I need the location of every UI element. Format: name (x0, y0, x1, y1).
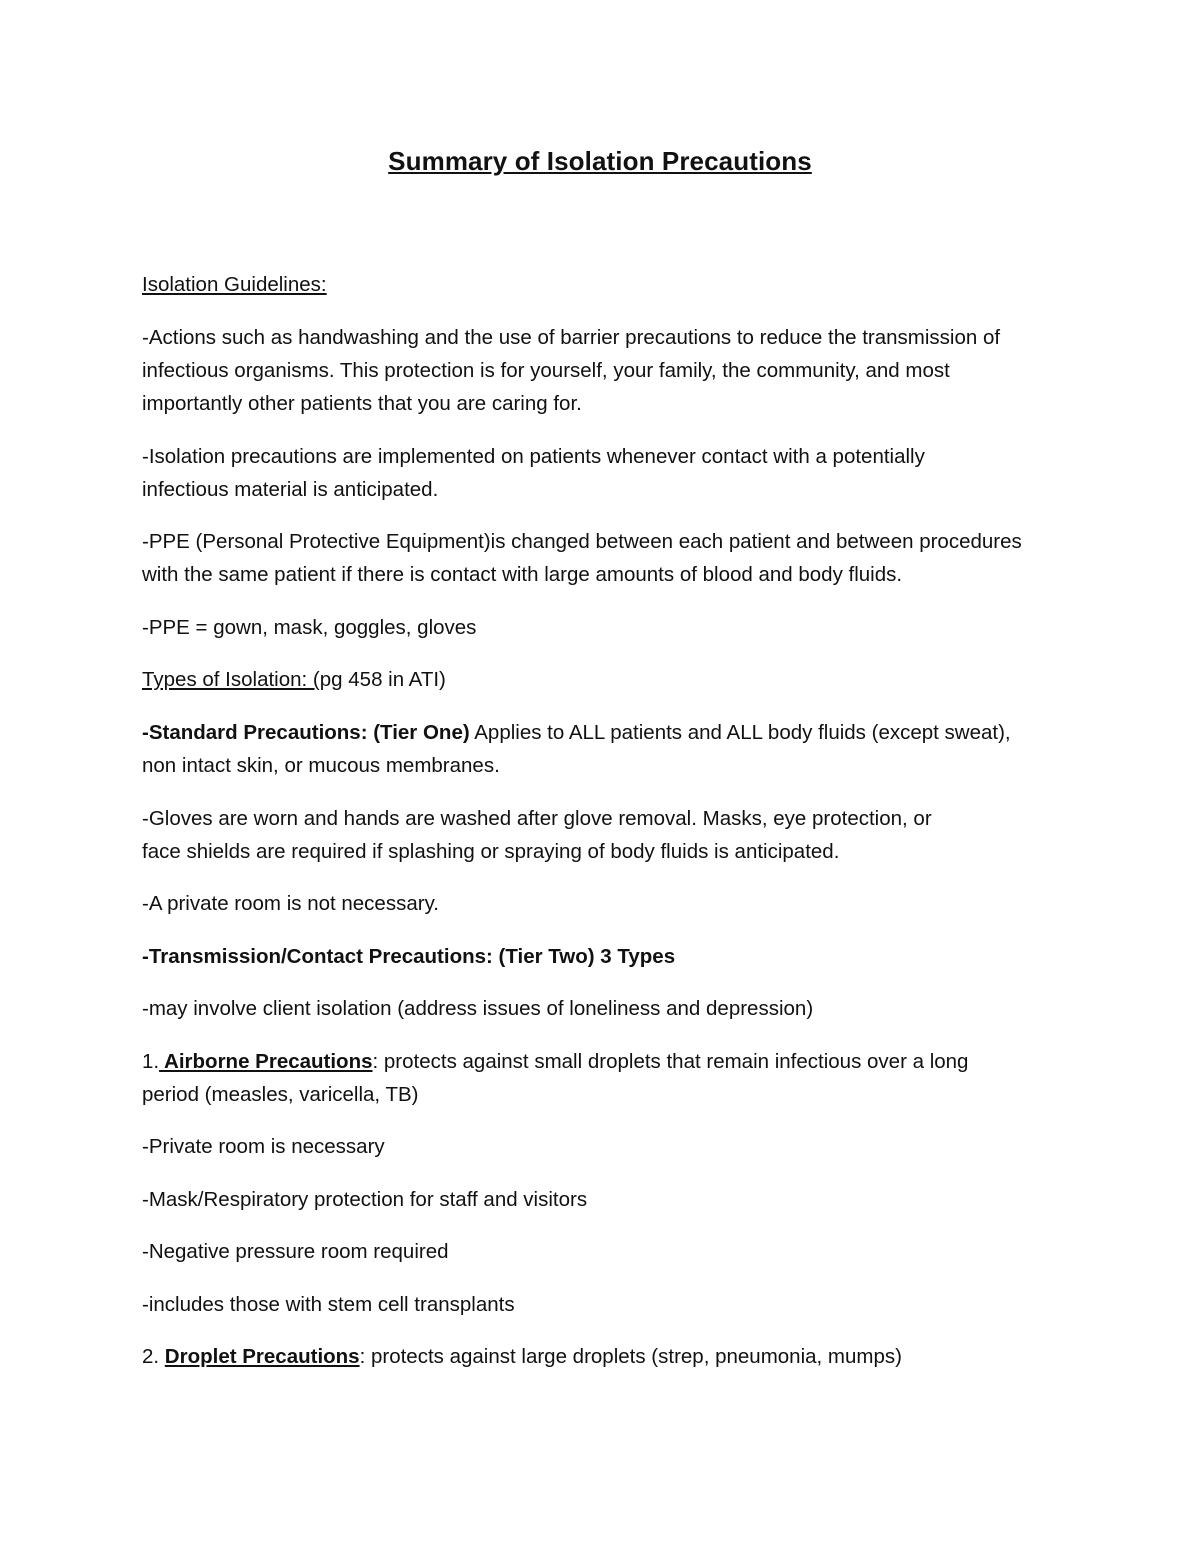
para3-line1: -PPE (Personal Protective Equipment)is changed between each patient and between procedures (142, 530, 1022, 553)
airborne-precautions-line1 (142, 1045, 1072, 1078)
para2-line1: -Isolation precautions are implemented on patients whenever contact with a potentially (142, 445, 925, 468)
types-heading-underlined: Types of Isolation: ( (142, 668, 320, 691)
para1-line2: infectious organisms. This protection is for yourself, your family, the community, and most (142, 359, 950, 382)
gloves-line2: face shields are required if splashing or spraying of body fluids is anticipated. (142, 840, 840, 863)
airborne-number: 1. (142, 1050, 160, 1073)
airborne-bullet-stem-cell: -includes those with stem cell transplants (142, 1293, 515, 1316)
document-title: Summary of Isolation Precautions (388, 146, 812, 176)
droplet-precautions-title: Droplet Precautions (164, 1345, 360, 1368)
private-room-not-necessary: -A private room is not necessary. (142, 892, 439, 915)
transmission-precautions-heading: -Transmission/Contact Precautions: (Tier Two) 3 Types (142, 945, 676, 968)
para1-line3: importantly other patients that you are caring for. (142, 392, 582, 415)
standard-precautions-label: -Standard Precautions: (Tier One) (142, 721, 470, 744)
airborne-bullet-private-room: -Private room is necessary (142, 1135, 385, 1158)
airborne-precautions-line2: period (measles, varicella, TB) (142, 1083, 419, 1106)
para1-line1: -Actions such as handwashing and the use of barrier precautions to reduce the transmission of (142, 326, 1001, 349)
airborne-bullet-negative-pressure: -Negative pressure room required (142, 1240, 449, 1263)
airborne-precautions-title: Airborne Precautions (159, 1050, 373, 1073)
droplet-precautions-line (142, 1340, 1072, 1373)
types-heading-ref: pg 458 in ATI) (319, 668, 446, 691)
droplet-precautions-text: : protects against large droplets (strep, pneumonia, mumps) (359, 1345, 902, 1368)
client-isolation-note: -may involve client isolation (address issues of loneliness and depression) (142, 997, 814, 1020)
standard-precautions-line1 (142, 716, 1072, 749)
gloves-line1: -Gloves are worn and hands are washed after glove removal. Masks, eye protection, or (142, 807, 932, 830)
airborne-bullet-mask: -Mask/Respiratory protection for staff and visitors (142, 1188, 588, 1211)
ppe-list: -PPE = gown, mask, goggles, gloves (142, 616, 477, 639)
para3-line2: with the same patient if there is contact with large amounts of blood and body fluids. (142, 563, 903, 586)
standard-precautions-line2: non intact skin, or mucous membranes. (142, 754, 500, 777)
para2-line2: infectious material is anticipated. (142, 478, 439, 501)
droplet-number: 2. (142, 1345, 165, 1368)
standard-precautions-text: Applies to ALL patients and ALL body fluids (except sweat), (469, 721, 1011, 744)
isolation-guidelines-heading: Isolation Guidelines: (142, 273, 327, 296)
types-of-isolation-heading (142, 663, 1072, 696)
airborne-precautions-text: : protects against small droplets that remain infectious over a long (372, 1050, 969, 1073)
